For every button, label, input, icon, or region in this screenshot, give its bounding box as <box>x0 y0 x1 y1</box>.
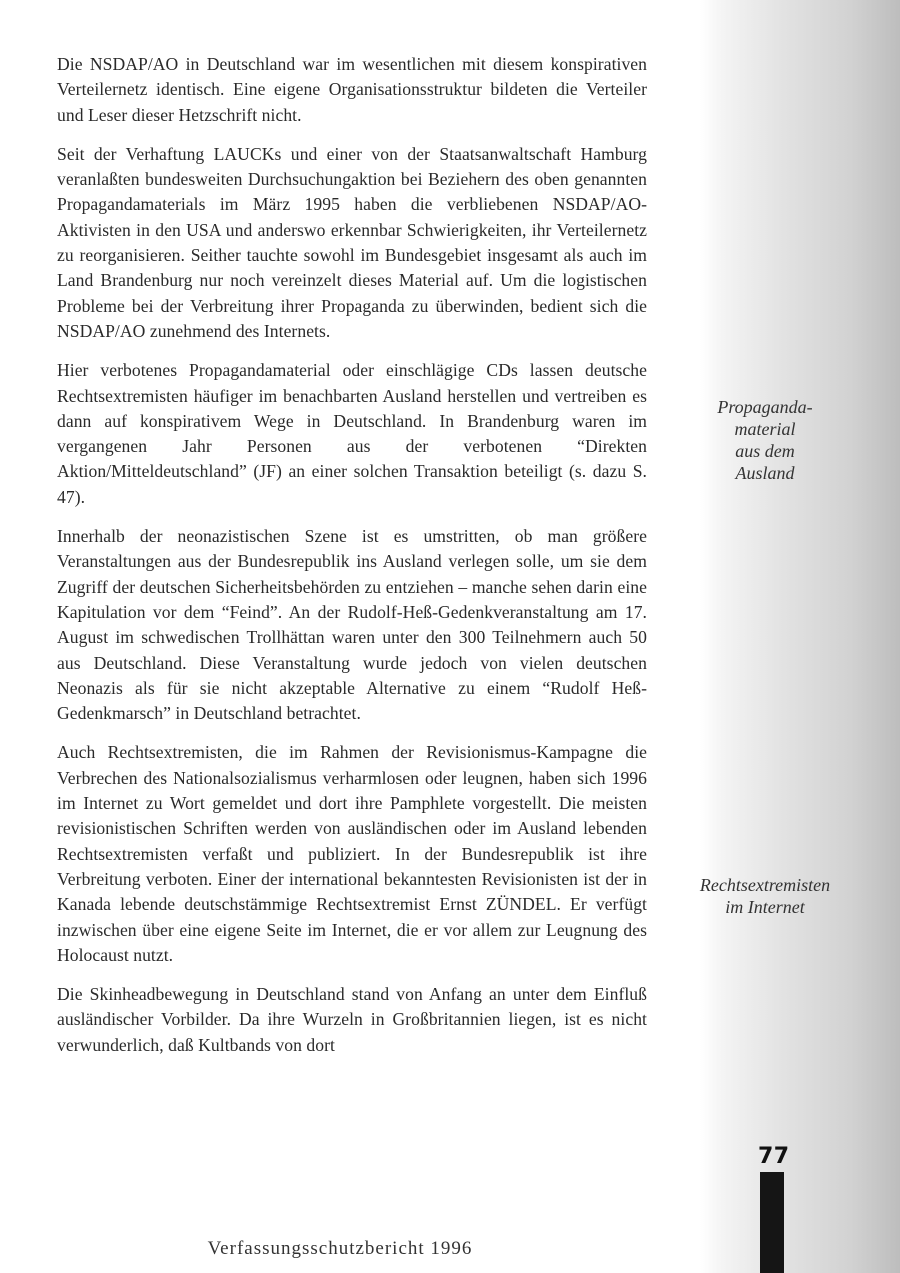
margin-note-line: im Internet <box>725 897 805 917</box>
paragraph-2: Seit der Verhaftung LAUCKs und einer von der Staatsanwaltschaft Hamburg veranlaßten bundesweiten Durchsuchungaktion bei Beziehern des oben genannten Propagandamaterials im März 1995 haben die verbliebenen NSDAP/AO-Aktivisten in den USA und anderswo erkennbar Schwierigkeiten, ihr Verteilernetz zu reorganisieren. Seither tauchte sowohl im Bundesgebiet insgesamt als auch im Land Brandenburg nur noch vereinzelt dieses Material auf. Um die logistischen Probleme bei der Verbreitung ihrer Propaganda zu überwinden, bedient sich die NSDAP/AO zunehmend des Internets. <box>57 143 647 341</box>
margin-note-line: aus dem <box>735 441 795 461</box>
page-number: 77 <box>758 1144 790 1169</box>
paragraph-5: Auch Rechtsextremisten, die im Rahmen der Revisionismus-Kampagne die Verbrechen des Nationalsozialismus verharmlosen oder leugnen, haben sich 1996 im Internet zu Wort gemeldet und dort ihre Pamphlete vorgestellt. Die meisten revisionistischen Schriften werden von ausländischen oder im Ausland lebenden Rechtsextremisten verfaßt und publiziert. In der Bundesrepublik ist ihre Verbreitung verboten. Einer der international bekanntesten Revisionisten ist der in Kanada lebende deutschstämmige Rechtsextremist Ernst ZÜNDEL. Er verfügt inzwischen über eine eigene Seite im Internet, die er vor allem zur Leugnung des Holocaust nutzt. <box>57 742 647 965</box>
margin-strip <box>700 0 900 1273</box>
paragraph-1: Die NSDAP/AO in Deutschland war im wesentlichen mit diesem konspirativen Verteilernetz identisch. Eine eigene Organisationsstruktur bildeten die Verteiler und Leser dieser Hetzschrift nicht. <box>57 54 647 125</box>
margin-note-internet <box>690 874 840 918</box>
main-text <box>57 52 647 1072</box>
margin-note-propaganda <box>690 396 840 484</box>
footer-title: Verfassungsschutzbericht 1996 <box>207 1238 473 1259</box>
margin-note-line: material <box>734 419 796 439</box>
margin-note-line: Ausland <box>735 463 795 483</box>
paragraph-4: Innerhalb der neonazistischen Szene ist es umstritten, ob man größere Veranstaltungen aus der Bundesrepublik ins Ausland verlegen solle, um sie dem Zugriff der deutschen Sicherheitsbehörden zu entziehen – manche sehen darin eine Kapitulation vor dem “Feind”. An der Rudolf-Heß-Gedenkveranstaltung am 17. August im schwedischen Trollhättan waren unter den 300 Teilnehmern auch 50 aus Deutschland. Diese Veranstaltung wurde jedoch von vielen deutschen Neonazis als für sie nicht akzeptable Alternative zu einem “Rudolf Heß-Gedenkmarsch” in Deutschland betrachtet. <box>57 526 647 724</box>
page-marker-bar <box>760 1172 784 1273</box>
margin-note-line: Propaganda- <box>717 397 813 417</box>
paragraph-3: Hier verbotenes Propagandamaterial oder einschlägige CDs lassen deutsche Rechtsextremisten häufiger im benachbarten Ausland herstellen und vertreiben es dann auf konspirativem Wege in Deutschland. In Brandenburg waren im vergangenen Jahr Personen aus der verbotenen “Direkten Aktion/Mitteldeutschland” (JF) an einer solchen Transaktion beteiligt (s. dazu S. 47). <box>57 360 647 507</box>
margin-note-line: Rechtsextremisten <box>699 875 831 895</box>
paragraph-6: Die Skinheadbewegung in Deutschland stand von Anfang an unter dem Einfluß ausländischer Vorbilder. Da ihre Wurzeln in Großbritannien liegen, ist es nicht verwunderlich, daß Kultbands von dort <box>57 984 647 1055</box>
